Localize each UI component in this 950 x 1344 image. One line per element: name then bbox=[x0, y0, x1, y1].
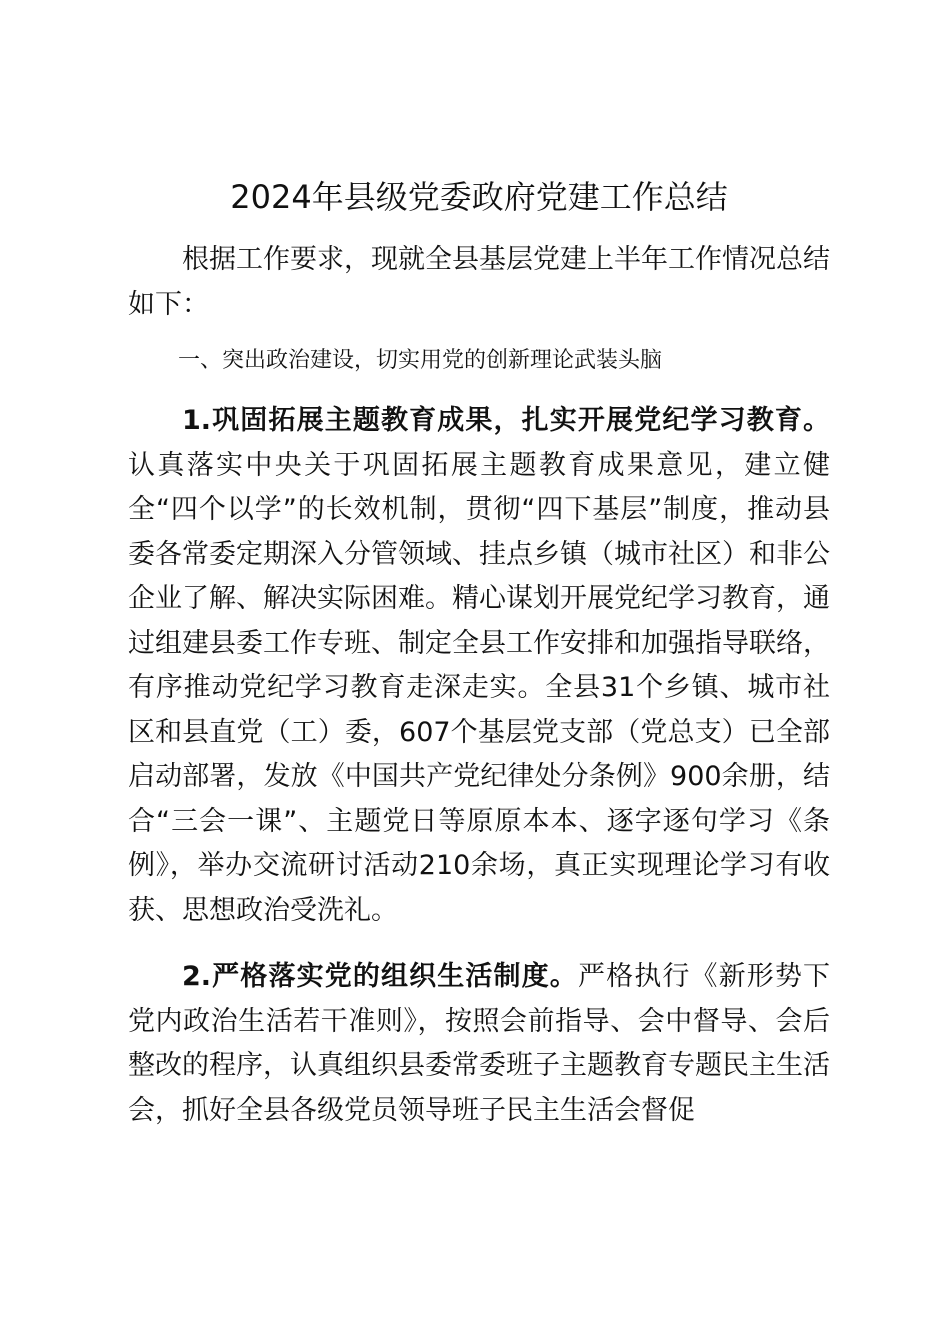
item-2-lead: 2.严格落实党的组织生活制度。 bbox=[182, 961, 578, 992]
item-1-body: 认真落实中央关于巩固拓展主题教育成果意见，建立健全“四个以学”的长效机制，贯彻“四下基层”制度，推动县委各常委定期深入分管领域、挂点乡镇（城市社区）和非公企业了解、解决实际困难。精心谋划开展党纪学习教育，通过组建县委工作专班、制定全县工作安排和加强指导联络，有序推动党纪学习教育走深走实。全县31个乡镇、城市社区和县直党（工）委，607个基层党支部（党总支）已全部启动部署，发放《中国共产党纪律处分条例》900余册，结合“三会一课”、主题党日等原原本本、逐字逐句学习《条例》，举办交流研讨活动210余场，真正实现理论学习有收获、思想政治受洗礼。 bbox=[128, 449, 830, 926]
item-2-body: 严格执行《新形势下党内政治生活若干准则》，按照会前指导、会中督导、会后整改的程序，认真组织县委常委班子主题教育专题民主生活会，抓好全县各级党员领导班子民主生活会督促 bbox=[128, 961, 831, 1126]
section-heading: 一、突出政治建设，切实用党的创新理论武装头脑 bbox=[178, 348, 663, 373]
document-title: 2024年县级党委政府党建工作总结 bbox=[230, 178, 728, 216]
item-2-paragraph bbox=[128, 955, 830, 1133]
item-1-paragraph bbox=[128, 399, 830, 933]
item-1-lead: 1.巩固拓展主题教育成果，扎实开展党纪学习教育。 bbox=[182, 405, 830, 436]
intro-paragraph: 根据工作要求，现就全县基层党建上半年工作情况总结如下： bbox=[128, 244, 830, 320]
document-page bbox=[128, 172, 830, 1133]
